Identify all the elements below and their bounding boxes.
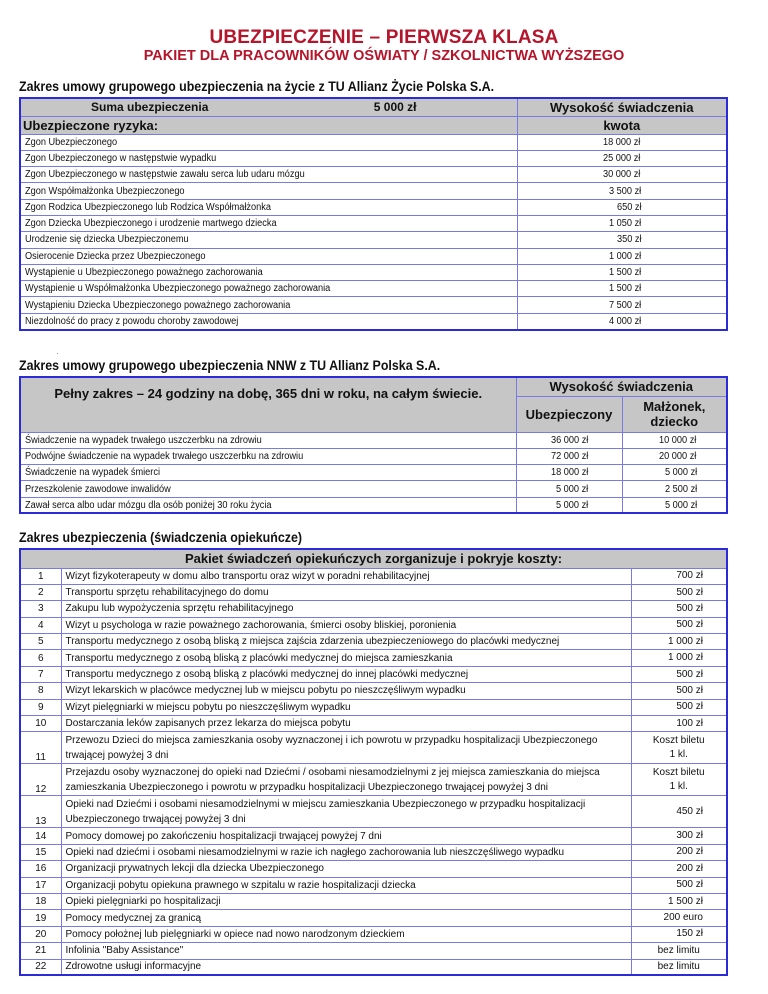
care-benefit-limit: 450 zł	[631, 796, 727, 828]
care-row-number: 15	[20, 844, 61, 860]
care-row-number: 14	[20, 828, 61, 844]
care-benefit-limit: 300 zł	[631, 828, 727, 844]
care-row-number: 18	[20, 893, 61, 909]
risk-amount: 25 000 zł	[517, 150, 727, 166]
care-benefit-row	[20, 650, 727, 666]
sum-label: Suma ubezpieczenia	[91, 100, 209, 115]
care-benefit-limit: 500 zł	[631, 601, 727, 617]
care-benefit-row	[20, 926, 727, 942]
risk-label: Zgon Ubezpieczonego w następstwie wypadku	[20, 150, 517, 166]
nnw-benefit-row	[20, 432, 727, 448]
life-risk-row	[20, 297, 727, 313]
care-benefit-row	[20, 861, 727, 877]
care-benefit-row	[20, 893, 727, 909]
life-risk-row	[20, 248, 727, 264]
care-row-number: 20	[20, 926, 61, 942]
care-benefit-description: Wizyt fizykoterapeuty w domu albo transportu oraz wizyt w poradni rehabilitacyjnej	[61, 568, 631, 584]
care-row-number: 9	[20, 699, 61, 715]
risk-label: Wystąpienie u Ubezpieczonego poważnego zachorowania	[20, 264, 517, 280]
care-row-number: 1	[20, 568, 61, 584]
sum-value: 5 000 zł	[373, 100, 417, 115]
care-benefit-row	[20, 877, 727, 893]
risk-label: Zgon Rodzica Ubezpieczonego lub Rodzica Współmałżonka	[20, 199, 517, 215]
care-benefit-row	[20, 764, 727, 796]
care-benefit-description: Organizacji pobytu opiekuna prawnego w szpitalu w razie hospitalizacji dziecka	[61, 877, 631, 893]
care-benefit-description: Zakupu lub wypożyczenia sprzętu rehabilitacyjnego	[61, 601, 631, 617]
life-risk-row	[20, 134, 727, 150]
benefit-header: Wysokość świadczenia	[517, 98, 727, 116]
care-benefit-limit: 150 zł	[631, 926, 727, 942]
nnw-insured-amount: 18 000 zł	[516, 465, 622, 481]
risk-label: Zgon Ubezpieczonego	[20, 134, 517, 150]
care-benefit-row	[20, 959, 727, 975]
care-benefit-description: Opieki nad dziećmi i osobami niesamodzielnymi w razie ich nagłego zachorowania lub nieszczęśliwego wypadku	[61, 844, 631, 860]
nnw-benefit-row	[20, 481, 727, 497]
nnw-benefit-row	[20, 465, 727, 481]
nnw-spouse-amount: 5 000 zł	[622, 497, 727, 513]
care-row-number: 13	[20, 796, 61, 828]
risk-label: Urodzenie się dziecka Ubezpieczonemu	[20, 232, 517, 248]
care-benefit-limit: Koszt biletu 1 kl.	[631, 732, 727, 764]
care-benefit-description: Transportu medycznego z osobą bliską z miejsca zajścia zdarzenia ubezpieczeniowego do placówki medycznej	[61, 634, 631, 650]
life-risk-row	[20, 183, 727, 199]
care-benefit-limit: 700 zł	[631, 568, 727, 584]
care-benefit-description: Pomocy medycznej za granicą	[61, 910, 631, 926]
care-row-number: 17	[20, 877, 61, 893]
care-benefit-description: Transportu medycznego z osobą bliską z placówki medycznej do innej placówki medycznej	[61, 666, 631, 682]
risk-amount: 7 500 zł	[517, 297, 727, 313]
care-benefit-limit: 500 zł	[631, 877, 727, 893]
risk-amount: 650 zł	[517, 199, 727, 215]
care-benefit-description: Organizacji prywatnych lekcji dla dziecka Ubezpieczonego	[61, 861, 631, 877]
nnw-benefit-label: Świadczenie na wypadek śmierci	[20, 465, 516, 481]
life-risk-row	[20, 232, 727, 248]
care-row-number: 4	[20, 617, 61, 633]
life-section-heading: Zakres umowy grupowego ubezpieczenia na życie z TU Allianz Życie Polska S.A.	[19, 79, 495, 94]
care-table-header: Pakiet świadczeń opiekuńczych zorganizuje i pokryje koszty:	[20, 549, 727, 568]
document-subtitle: PAKIET DLA PRACOWNIKÓW OŚWIATY / SZKOLNICTWA WYŻSZEGO	[143, 48, 625, 64]
care-benefit-description: Wizyt lekarskich w placówce medycznej lub w miejscu pobytu po nieszczęśliwym wypadku	[61, 683, 631, 699]
nnw-benefit-row	[20, 448, 727, 464]
care-benefit-description: Pomocy domowej po zakończeniu hospitalizacji trwającej powyżej 7 dni	[61, 828, 631, 844]
life-risk-row	[20, 313, 727, 329]
nnw-insured-amount: 5 000 zł	[516, 481, 622, 497]
care-benefit-description: Transportu medycznego z osobą bliską z placówki medycznej do miejsca zamieszkania	[61, 650, 631, 666]
care-benefit-row	[20, 943, 727, 959]
nnw-benefit-row	[20, 497, 727, 513]
care-benefit-row	[20, 617, 727, 633]
care-benefit-description: Transportu sprzętu rehabilitacyjnego do domu	[61, 584, 631, 600]
risk-label: Wystąpienie u Współmałżonka Ubezpieczonego poważnego zachorowania	[20, 281, 517, 297]
risk-label: Wystąpieniu Dziecka Ubezpieczonego poważnego zachorowania	[20, 297, 517, 313]
life-risk-row	[20, 167, 727, 183]
care-benefit-row	[20, 828, 727, 844]
care-benefit-row	[20, 844, 727, 860]
care-benefit-limit: 1 000 zł	[631, 634, 727, 650]
care-benefit-limit: 500 zł	[631, 699, 727, 715]
care-benefit-limit: bez limitu	[631, 959, 727, 975]
care-benefit-row	[20, 568, 727, 584]
care-row-number: 10	[20, 716, 61, 732]
care-benefit-row	[20, 716, 727, 732]
care-benefit-row	[20, 796, 727, 828]
care-benefit-description: Zdrowotne usługi informacyjne	[61, 959, 631, 975]
care-benefit-description: Przewozu Dzieci do miejsca zamieszkania osoby wyznaczonej i ich powrotu w przypadku hospitalizacji Ubezpieczonego trwającej powyżej 3 dni	[61, 732, 631, 764]
risk-amount: 18 000 zł	[517, 134, 727, 150]
nnw-benefit-label: Przeszkolenie zawodowe inwalidów	[20, 481, 516, 497]
risk-amount: 1 500 zł	[517, 264, 727, 280]
life-risk-row	[20, 281, 727, 297]
care-row-number: 16	[20, 861, 61, 877]
risk-amount: 1 050 zł	[517, 215, 727, 231]
nnw-insurance-table	[19, 376, 728, 514]
care-benefit-description: Dostarczania leków zapisanych przez lekarza do miejsca pobytu	[61, 716, 631, 732]
care-row-number: 7	[20, 666, 61, 682]
care-benefit-limit: 500 zł	[631, 617, 727, 633]
care-section-heading: Zakres ubezpieczenia (świadczenia opiekuńcze)	[19, 530, 303, 545]
risk-label: Zgon Ubezpieczonego w następstwie zawału serca lub udaru mózgu	[20, 167, 517, 183]
care-benefit-limit: 500 zł	[631, 666, 727, 682]
document-title: UBEZPIECZENIE – PIERWSZA KLASA	[209, 27, 559, 48]
nnw-section-heading: Zakres umowy grupowego ubezpieczenia NNW z TU Allianz Polska S.A.	[19, 358, 441, 373]
nnw-insured-amount: 72 000 zł	[516, 448, 622, 464]
risk-amount: 3 500 zł	[517, 183, 727, 199]
life-risk-row	[20, 215, 727, 231]
care-benefit-row	[20, 601, 727, 617]
care-row-number: 22	[20, 959, 61, 975]
nnw-benefit-label: Podwójne świadczenie na wypadek trwałego uszczerbku na zdrowiu	[20, 448, 516, 464]
care-benefit-limit: 100 zł	[631, 716, 727, 732]
care-row-number: 8	[20, 683, 61, 699]
care-benefit-limit: Koszt biletu 1 kl.	[631, 764, 727, 796]
nnw-benefit-label: Świadczenie na wypadek trwałego uszczerbku na zdrowiu	[20, 432, 516, 448]
care-benefit-limit: 200 zł	[631, 861, 727, 877]
col-insured-header: Ubezpieczony	[516, 396, 622, 432]
care-benefit-row	[20, 666, 727, 682]
nnw-spouse-amount: 2 500 zł	[622, 481, 727, 497]
care-benefit-row	[20, 584, 727, 600]
nnw-spouse-amount: 10 000 zł	[622, 432, 727, 448]
care-benefit-row	[20, 683, 727, 699]
risk-label: Zgon Współmałżonka Ubezpieczonego	[20, 183, 517, 199]
care-benefit-row	[20, 732, 727, 764]
care-benefit-limit: 200 euro	[631, 910, 727, 926]
care-row-number: 3	[20, 601, 61, 617]
care-benefit-limit: 500 zł	[631, 683, 727, 699]
risk-amount: 350 zł	[517, 232, 727, 248]
care-benefit-limit: 500 zł	[631, 584, 727, 600]
care-benefit-description: Pomocy położnej lub pielęgniarki w opiece nad nowo narodzonym dzieckiem	[61, 926, 631, 942]
care-benefit-row	[20, 699, 727, 715]
scope-header: Pełny zakres – 24 godziny na dobę, 365 dni w roku, na całym świecie.	[20, 377, 516, 432]
care-benefit-row	[20, 910, 727, 926]
nnw-benefit-header: Wysokość świadczenia	[516, 377, 727, 396]
stray-mark	[57, 353, 58, 354]
nnw-benefit-label: Zawał serca albo udar mózgu dla osób poniżej 30 roku życia	[20, 497, 516, 513]
care-benefit-description: Infolinia "Baby Assistance"	[61, 943, 631, 959]
amount-header: kwota	[517, 116, 727, 134]
care-benefit-limit: 1 000 zł	[631, 650, 727, 666]
life-insurance-table	[19, 97, 728, 331]
care-benefit-description: Opieki nad Dziećmi i osobami niesamodzielnymi w miejscu zamieszkania Ubezpieczonego w przypadku hospitalizacji Ubezpieczonego trwającej powyżej 3 dni	[61, 796, 631, 828]
risks-header: Ubezpieczone ryzyka:	[20, 116, 517, 134]
care-row-number: 11	[20, 732, 61, 764]
risk-label: Niezdolność do pracy z powodu choroby zawodowej	[20, 313, 517, 329]
nnw-spouse-amount: 20 000 zł	[622, 448, 727, 464]
care-benefit-description: Przejazdu osoby wyznaczonej do opieki nad Dziećmi / osobami niesamodzielnymi z jej miejsca zamieszkania do miejsca zamieszkania Ubezpieczonego i powrotu w przypadku hospitalizacji Ubezpieczonego trwającej powyżej 3 dni	[61, 764, 631, 796]
life-risk-row	[20, 264, 727, 280]
risk-amount: 30 000 zł	[517, 167, 727, 183]
risk-amount: 4 000 zł	[517, 313, 727, 329]
care-row-number: 6	[20, 650, 61, 666]
risk-amount: 1 500 zł	[517, 281, 727, 297]
nnw-insured-amount: 5 000 zł	[516, 497, 622, 513]
care-benefit-description: Wizyt pielęgniarki w miejscu pobytu po nieszczęśliwym wypadku	[61, 699, 631, 715]
care-row-number: 2	[20, 584, 61, 600]
care-benefit-limit: bez limitu	[631, 943, 727, 959]
col-spouse-header: Małżonek, dziecko	[622, 396, 727, 432]
care-row-number: 21	[20, 943, 61, 959]
care-benefits-table	[19, 548, 728, 976]
risk-amount: 1 000 zł	[517, 248, 727, 264]
care-benefit-limit: 200 zł	[631, 844, 727, 860]
care-row-number: 5	[20, 634, 61, 650]
care-row-number: 19	[20, 910, 61, 926]
life-risk-row	[20, 199, 727, 215]
care-row-number: 12	[20, 764, 61, 796]
care-benefit-row	[20, 634, 727, 650]
care-benefit-description: Wizyt u psychologa w razie poważnego zachorowania, śmierci osoby bliskiej, poronienia	[61, 617, 631, 633]
care-benefit-description: Opieki pielęgniarki po hospitalizacji	[61, 893, 631, 909]
care-benefit-limit: 1 500 zł	[631, 893, 727, 909]
life-risk-row	[20, 150, 727, 166]
sum-label-cell	[20, 98, 517, 116]
risk-label: Osierocenie Dziecka przez Ubezpieczonego	[20, 248, 517, 264]
risk-label: Zgon Dziecka Ubezpieczonego i urodzenie martwego dziecka	[20, 215, 517, 231]
nnw-spouse-amount: 5 000 zł	[622, 465, 727, 481]
nnw-insured-amount: 36 000 zł	[516, 432, 622, 448]
